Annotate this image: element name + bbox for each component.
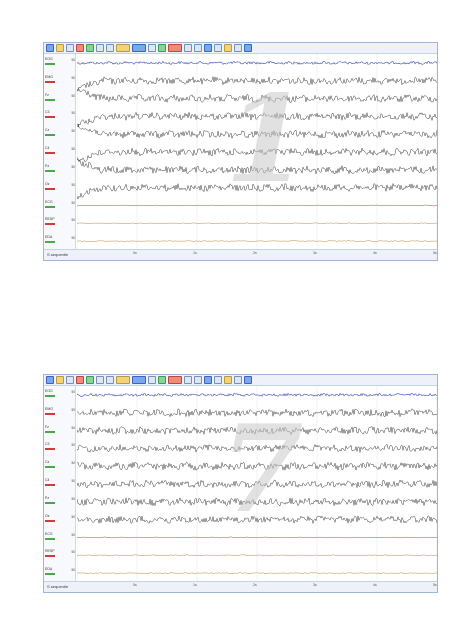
play-icon[interactable] bbox=[86, 44, 94, 52]
toolbar bbox=[44, 43, 437, 54]
open-file-icon[interactable] bbox=[46, 44, 54, 52]
rewind-icon[interactable] bbox=[96, 44, 104, 52]
channel-sidebar bbox=[44, 54, 76, 250]
channel-scale: 50 bbox=[71, 93, 75, 98]
signal-traces bbox=[77, 386, 437, 582]
time-tick: 1s bbox=[193, 583, 197, 587]
overlay-number: 1 bbox=[225, 69, 309, 210]
grid-icon[interactable] bbox=[214, 376, 222, 384]
channel-color-marker bbox=[45, 431, 55, 433]
filter-icon[interactable] bbox=[148, 44, 156, 52]
channel-scale: 50 bbox=[71, 514, 75, 519]
eeg-viewer-window-1 bbox=[43, 42, 438, 261]
channel-color-marker bbox=[45, 81, 55, 83]
channel-color-marker bbox=[45, 206, 55, 208]
channel-label[interactable]: EDA bbox=[45, 235, 53, 240]
help-icon[interactable] bbox=[244, 376, 252, 384]
eeg-viewer-window-2 bbox=[43, 374, 438, 593]
play-icon[interactable] bbox=[86, 376, 94, 384]
time-tick: 0s bbox=[133, 583, 137, 587]
gain-down-icon[interactable] bbox=[194, 376, 202, 384]
channel-color-marker bbox=[45, 63, 55, 65]
channel-label[interactable]: Oz bbox=[45, 513, 50, 518]
annotation-icon[interactable] bbox=[224, 44, 232, 52]
zoom-out-icon[interactable] bbox=[132, 376, 146, 384]
time-tick: 5s bbox=[433, 583, 437, 587]
stop-icon[interactable] bbox=[76, 44, 84, 52]
channel-color-marker bbox=[45, 188, 55, 190]
time-tick: 1s bbox=[193, 251, 197, 255]
channel-label[interactable]: RESP bbox=[45, 549, 55, 554]
channel-color-marker bbox=[45, 170, 55, 172]
channel-scale: 50 bbox=[71, 164, 75, 169]
channel-color-marker bbox=[45, 413, 55, 415]
time-tick: 5s bbox=[433, 251, 437, 255]
channel-scale: 50 bbox=[71, 58, 75, 62]
rewind-icon[interactable] bbox=[96, 376, 104, 384]
signal-plot[interactable] bbox=[77, 54, 437, 250]
forward-icon[interactable] bbox=[106, 44, 114, 52]
stop-icon[interactable] bbox=[76, 376, 84, 384]
channel-scale: 50 bbox=[71, 75, 75, 80]
channel-label[interactable]: EOG bbox=[45, 57, 53, 61]
time-tick: 3s bbox=[313, 583, 317, 587]
channel-color-marker bbox=[45, 116, 55, 118]
time-tick: 2s bbox=[253, 251, 257, 255]
channel-scale: 50 bbox=[71, 218, 75, 223]
grid-icon[interactable] bbox=[214, 44, 222, 52]
zoom-in-icon[interactable] bbox=[116, 376, 130, 384]
channel-label[interactable]: C4 bbox=[45, 146, 50, 151]
status-sequence: S sequentie bbox=[47, 252, 69, 257]
annotation-icon[interactable] bbox=[224, 376, 232, 384]
channel-label[interactable]: Pz bbox=[45, 495, 50, 500]
channel-color-marker bbox=[45, 99, 55, 101]
save-icon[interactable] bbox=[56, 44, 64, 52]
save-icon[interactable] bbox=[56, 376, 64, 384]
montage-icon[interactable] bbox=[158, 376, 166, 384]
gain-up-icon[interactable] bbox=[184, 44, 192, 52]
channel-scale: 50 bbox=[71, 407, 75, 412]
channel-label[interactable]: RESP bbox=[45, 217, 55, 222]
channel-scale: 50 bbox=[71, 236, 75, 241]
zoom-in-icon[interactable] bbox=[116, 44, 130, 52]
channel-scale: 50 bbox=[71, 147, 75, 152]
print-icon[interactable] bbox=[66, 376, 74, 384]
marker-icon[interactable] bbox=[168, 376, 182, 384]
time-tick: 2s bbox=[253, 583, 257, 587]
channel-label[interactable]: Cz bbox=[45, 460, 50, 465]
channel-color-marker bbox=[45, 484, 55, 486]
channel-scale: 50 bbox=[71, 443, 75, 448]
channel-color-marker bbox=[45, 573, 55, 575]
channel-scale: 50 bbox=[71, 532, 75, 537]
channel-label[interactable]: Fz bbox=[45, 92, 49, 97]
channel-color-marker bbox=[45, 395, 55, 397]
channel-label[interactable]: C3 bbox=[45, 110, 50, 115]
channel-color-marker bbox=[45, 223, 55, 225]
signal-plot[interactable] bbox=[77, 386, 437, 582]
channel-label[interactable]: ECG bbox=[45, 199, 53, 204]
channel-scale: 50 bbox=[71, 568, 75, 573]
channel-scale: 50 bbox=[71, 200, 75, 205]
channel-label[interactable]: Pz bbox=[45, 163, 50, 168]
channel-label[interactable]: EDA bbox=[45, 567, 53, 572]
settings-icon[interactable] bbox=[234, 376, 242, 384]
channel-scale: 50 bbox=[71, 390, 75, 394]
timebase-icon[interactable] bbox=[204, 44, 212, 52]
channel-color-marker bbox=[45, 241, 55, 243]
channel-scale: 50 bbox=[71, 550, 75, 555]
channel-scale: 50 bbox=[71, 496, 75, 501]
status-bar bbox=[44, 581, 437, 592]
time-tick: 0s bbox=[133, 251, 137, 255]
channel-color-marker bbox=[45, 520, 55, 522]
montage-icon[interactable] bbox=[158, 44, 166, 52]
channel-label[interactable]: EOG bbox=[45, 389, 53, 393]
channel-sidebar bbox=[44, 386, 76, 582]
channel-scale: 50 bbox=[71, 479, 75, 484]
channel-color-marker bbox=[45, 502, 55, 504]
gain-down-icon[interactable] bbox=[194, 44, 202, 52]
overlay-number: 7 bbox=[220, 399, 304, 540]
channel-label[interactable]: Oz bbox=[45, 181, 50, 186]
channel-scale: 50 bbox=[71, 425, 75, 430]
channel-color-marker bbox=[45, 134, 55, 136]
channel-scale: 50 bbox=[71, 111, 75, 116]
channel-label[interactable]: EMG bbox=[45, 74, 53, 79]
open-file-icon[interactable] bbox=[46, 376, 54, 384]
channel-label[interactable]: ECG bbox=[45, 531, 53, 536]
channel-label[interactable]: EMG bbox=[45, 406, 53, 411]
channel-label[interactable]: Fz bbox=[45, 424, 49, 429]
channel-color-marker bbox=[45, 555, 55, 557]
settings-icon[interactable] bbox=[234, 44, 242, 52]
time-tick: 4s bbox=[373, 583, 377, 587]
filter-icon[interactable] bbox=[148, 376, 156, 384]
print-icon[interactable] bbox=[66, 44, 74, 52]
channel-label[interactable]: Cz bbox=[45, 128, 50, 133]
zoom-out-icon[interactable] bbox=[132, 44, 146, 52]
marker-icon[interactable] bbox=[168, 44, 182, 52]
channel-scale: 50 bbox=[71, 129, 75, 134]
time-tick: 3s bbox=[313, 251, 317, 255]
channel-color-marker bbox=[45, 448, 55, 450]
toolbar bbox=[44, 375, 437, 386]
channel-color-marker bbox=[45, 466, 55, 468]
forward-icon[interactable] bbox=[106, 376, 114, 384]
status-sequence: S sequentie bbox=[47, 584, 69, 589]
gain-up-icon[interactable] bbox=[184, 376, 192, 384]
channel-color-marker bbox=[45, 152, 55, 154]
status-bar bbox=[44, 249, 437, 260]
help-icon[interactable] bbox=[244, 44, 252, 52]
channel-scale: 50 bbox=[71, 461, 75, 466]
time-tick: 4s bbox=[373, 251, 377, 255]
channel-scale: 50 bbox=[71, 182, 75, 187]
channel-label[interactable]: C3 bbox=[45, 442, 50, 447]
channel-label[interactable]: C4 bbox=[45, 478, 50, 483]
signal-traces bbox=[77, 54, 437, 250]
channel-color-marker bbox=[45, 538, 55, 540]
timebase-icon[interactable] bbox=[204, 376, 212, 384]
